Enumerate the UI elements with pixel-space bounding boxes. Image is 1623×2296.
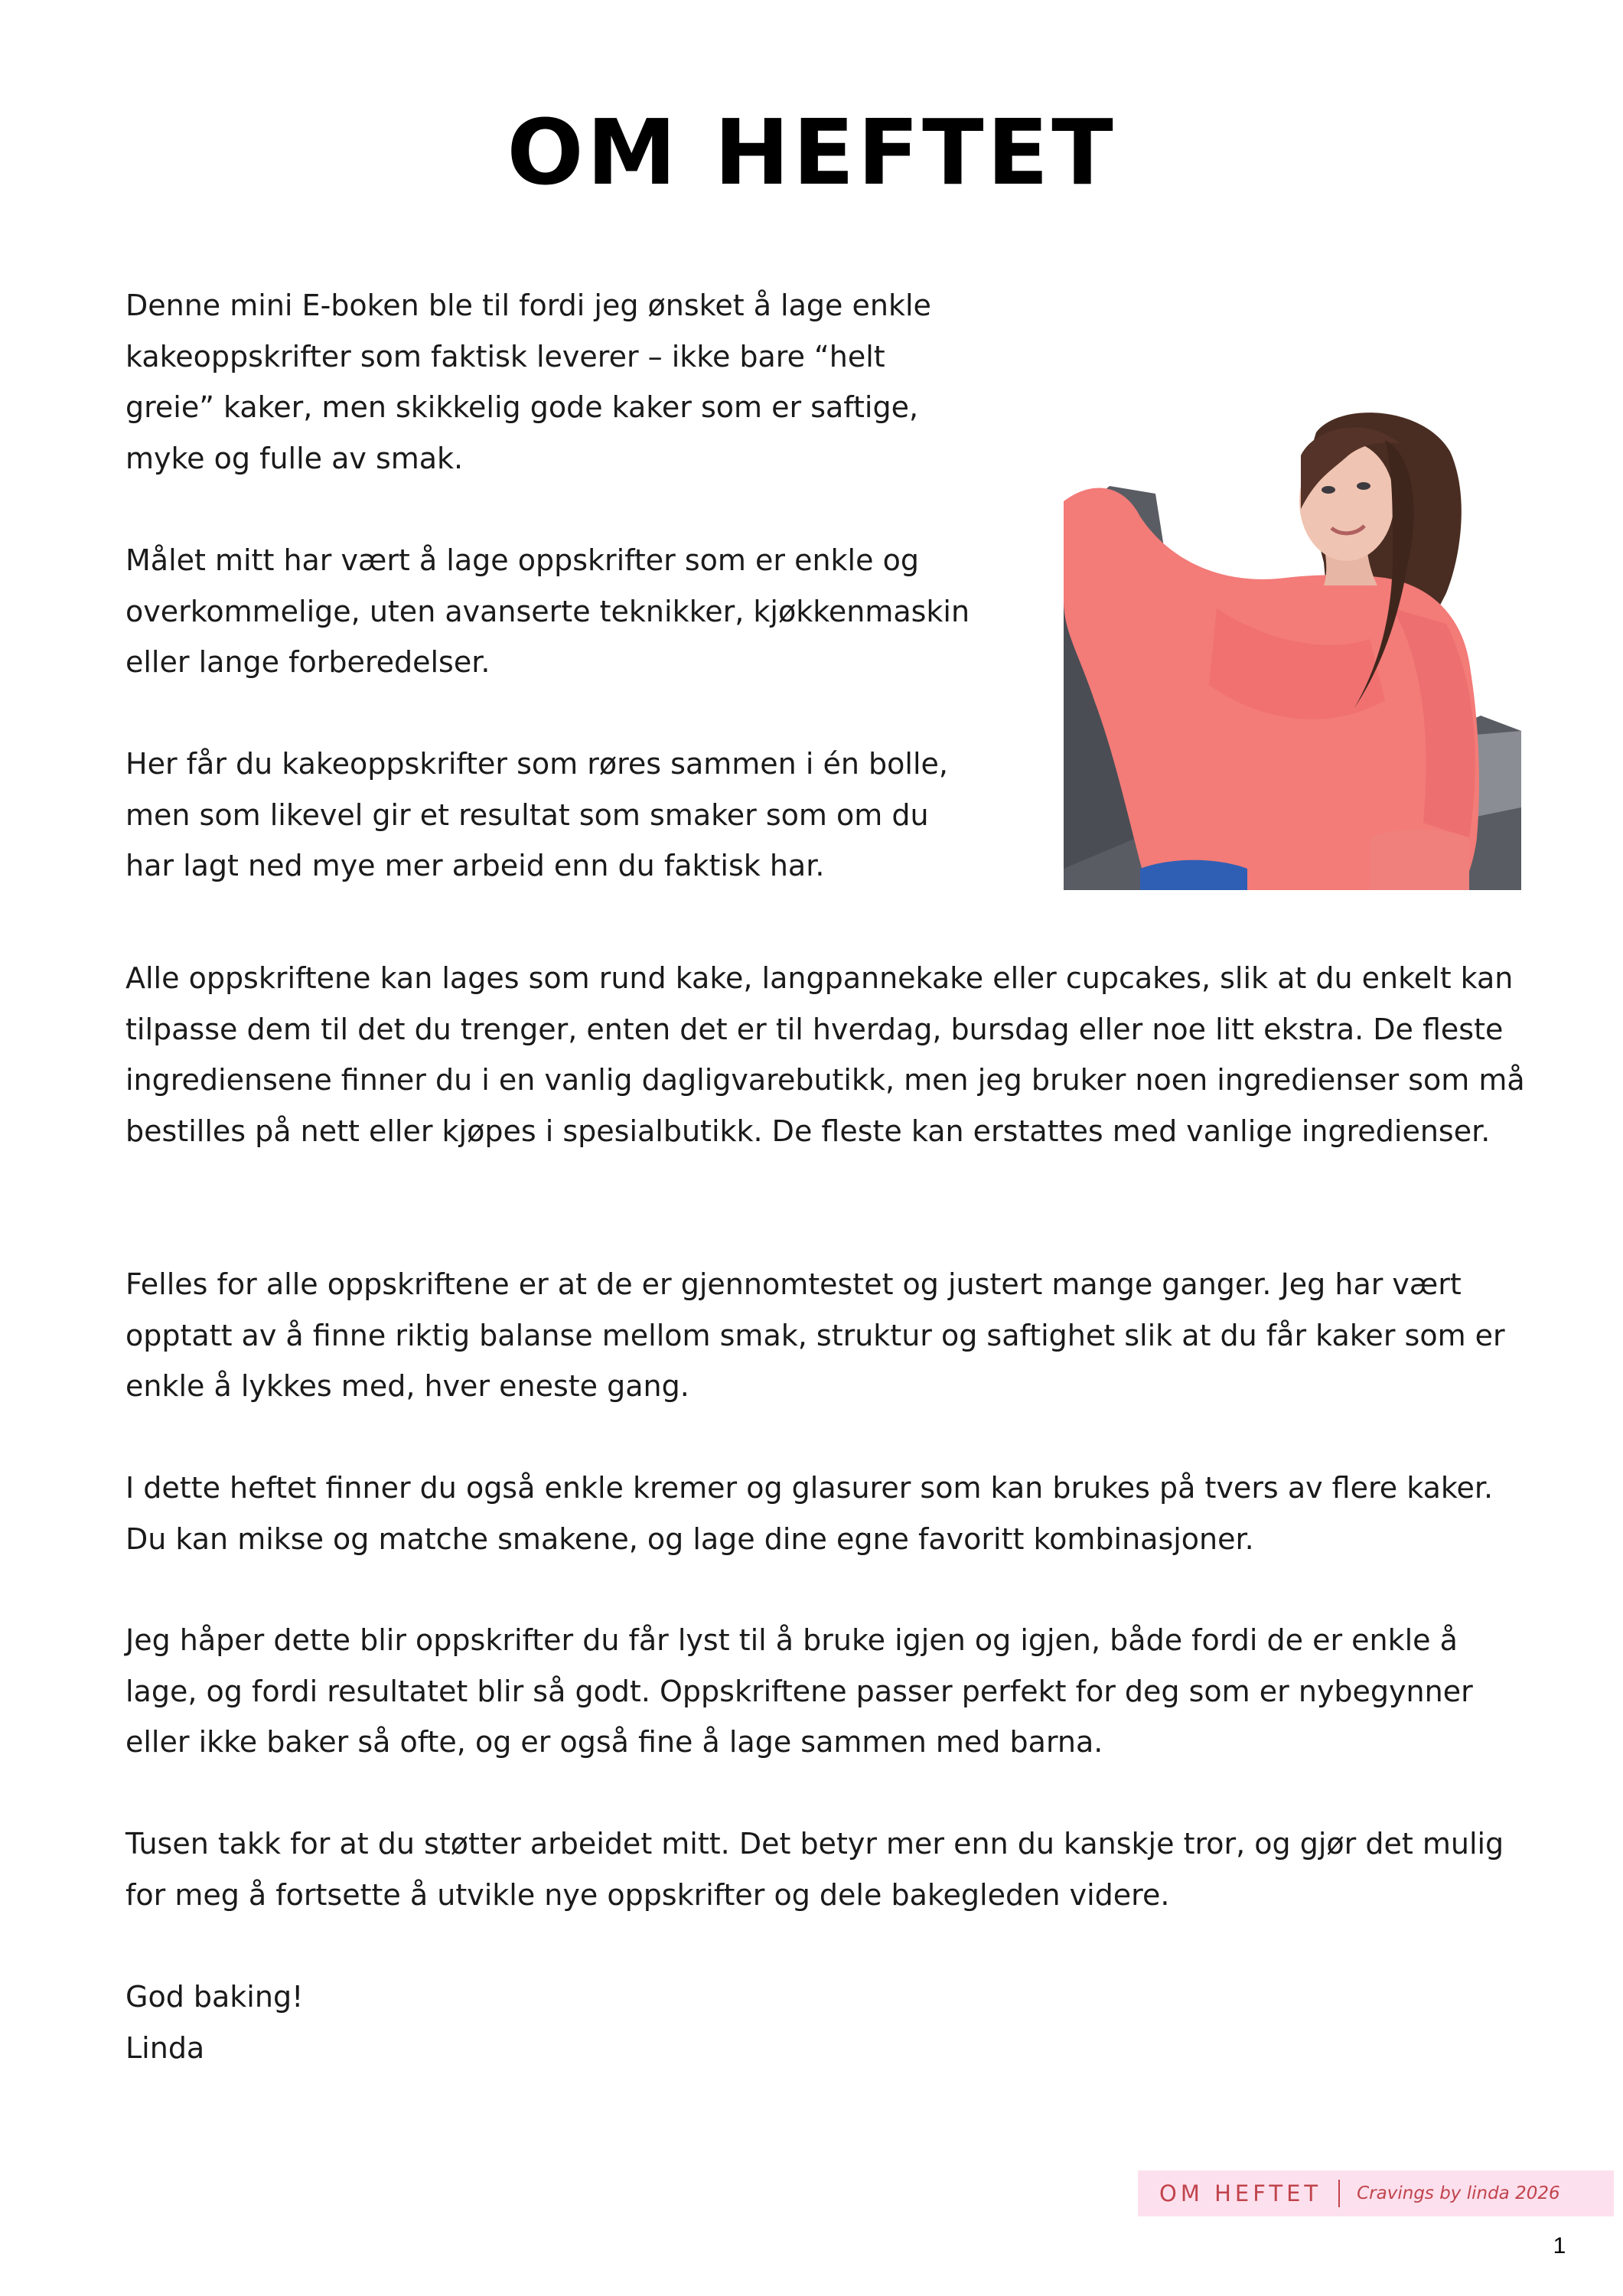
author-photo — [1064, 409, 1521, 890]
signoff-greeting: God baking! — [125, 1980, 304, 2014]
intro-paragraph-2: Målet mitt har vært å lage oppskrifter som er enkle og overkommelige, uten avanserte teknikker, kjøkkenmaskin eller lange forberedelser. — [125, 543, 970, 680]
body-paragraph-3: I dette heftet finner du også enkle kremer og glasurer som kan brukes på tvers av flere kaker. Du kan mikse og matche smakene, og lage dine egne favoritt kombinasjoner. — [125, 1471, 1494, 1556]
footer-divider — [1338, 2180, 1340, 2207]
body-paragraph-2: Felles for alle oppskriftene er at de er gjennomtestet og justert mange ganger. Jeg har vært opptatt av å finne riktig balanse mellom smak, struktur og saftighet slik at du får kaker som er enkle å lykkes med, hver eneste gang. — [125, 1267, 1505, 1404]
signoff — [125, 1971, 1533, 2073]
footer-brand: Cravings by linda 2026 — [1357, 2183, 1560, 2203]
body-paragraph-4: Jeg håper dette blir oppskrifter du får lyst til å bruke igjen og igjen, både fordi de er enkle å lage, og fordi resultatet blir så godt. Oppskriftene passer perfekt for deg som er nybegynner eller ikke baker så ofte, og er også fine å lage sammen med barna. — [125, 1623, 1473, 1760]
footer-tag — [1138, 2170, 1614, 2216]
page-number: 1 — [1553, 2233, 1566, 2258]
signoff-name: Linda — [125, 2030, 205, 2065]
body-paragraph-1: Alle oppskriftene kan lages som rund kake, langpannekake eller cupcakes, slik at du enkelt kan tilpasse dem til det du trenger, enten det er til hverdag, bursdag eller noe litt ekstra. De fleste ingrediensene finner du i en vanlig dagligvarebutikk, men jeg bruker noen ingredienser som må bestilles på nett eller kjøpes i spesialbutikk. De fleste kan erstattes med vanlige ingredienser. — [125, 961, 1525, 1148]
body-paragraph-5: Tusen takk for at du støtter arbeidet mitt. Det betyr mer enn du kanskje tror, og gjør det mulig for meg å fortsette å utvikle nye oppskrifter og dele bakegleden videre. — [125, 1827, 1504, 1912]
intro-paragraph-1: Denne mini E-boken ble til fordi jeg ønsket å lage enkle kakeoppskrifter som faktisk leverer – ikke bare “helt greie” kaker, men skikkelig gode kaker som er saftige, myke og fulle av smak. — [125, 289, 931, 475]
intro-paragraph-3: Her får du kakeoppskrifter som røres sammen i én bolle, men som likevel gir et resultat som smaker som om du har lagt ned mye mer arbeid enn du faktisk har. — [125, 747, 948, 883]
page-title: OM HEFTET — [507, 99, 1116, 205]
footer-section-label: OM HEFTET — [1159, 2180, 1322, 2206]
